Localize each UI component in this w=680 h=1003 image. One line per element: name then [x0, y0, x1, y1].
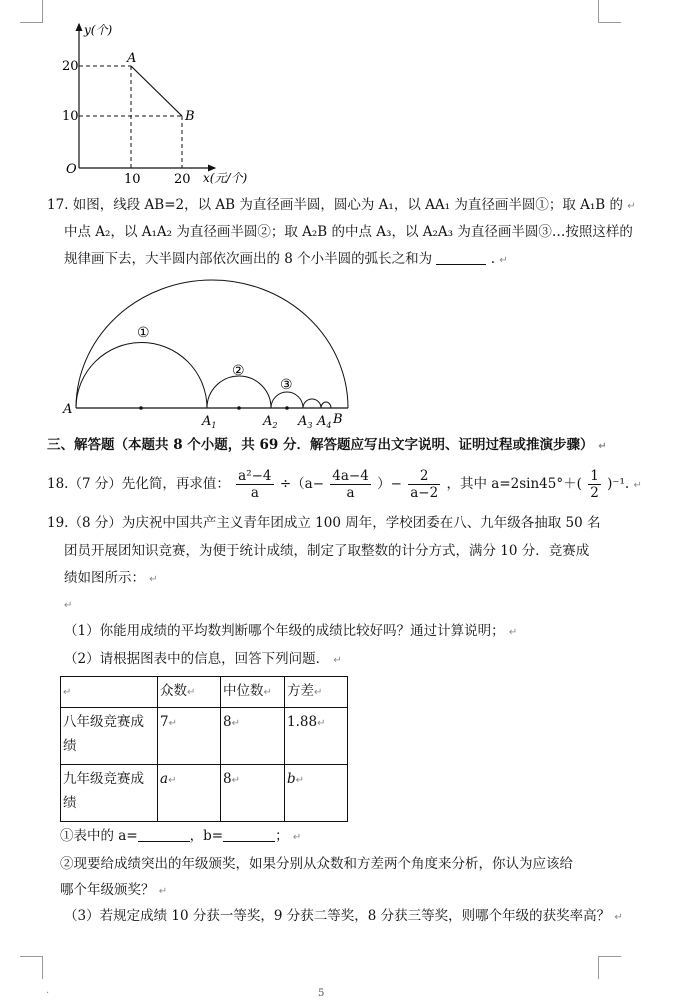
q19-line-3: 绩如图所示： ↵	[64, 570, 158, 586]
semicircle-figure	[60, 276, 360, 436]
q19-sub-3: （3）若规定成绩 10 分获一等奖，9 分获二等奖，8 分获三等奖，则哪个年级的获奖率高？ ↵	[64, 908, 623, 924]
q19-q2b-line-2: 哪个年级颁奖？ ↵	[60, 882, 168, 898]
table-cell: 8↵	[221, 708, 285, 765]
table-header-cell: 众数↵	[158, 677, 221, 708]
circle-label-2: ②	[232, 363, 245, 379]
q19-line-2: 团员开展团知识竞赛，为便于统计成绩，制定了取整数的计分方式，满分 10 分．竞赛成	[64, 543, 590, 559]
q19-empty-line-mark: ↵	[64, 600, 73, 611]
label-b: B	[333, 412, 343, 427]
y-axis-label: y(个)	[84, 23, 113, 37]
table-header-cell: 中位数↵	[221, 677, 285, 708]
semicircle-3	[271, 392, 303, 408]
q18-fraction-4: $\frac{1}{2}$	[590, 468, 599, 501]
x-tick-20: 20	[174, 172, 191, 187]
crop-mark-bottom-right	[598, 956, 621, 979]
circle-label-3: ③	[280, 377, 293, 393]
origin-label: O	[66, 162, 77, 177]
q18-fraction-3: $\frac{2}{a-2}$	[410, 468, 439, 501]
y-tick-20: 20	[62, 59, 79, 74]
center-dot-1	[139, 406, 143, 410]
label-a: A	[63, 402, 73, 417]
q19-fill-blanks: ①表中的 a= ，b= ； ↵	[60, 828, 302, 844]
crop-mark-top-right	[598, 0, 621, 23]
semicircle-2	[207, 376, 271, 408]
q19-q2b-line-1: ②现要给成绩突出的年级颁奖，如果分别从众数和方差两个角度来分析，你认为应该给	[60, 856, 573, 872]
semicircle-5	[321, 402, 331, 408]
center-dot-2	[237, 406, 241, 410]
q18-fraction-2: $\frac{4a-4}{a}$	[332, 468, 369, 501]
table-cell: 八年级竞赛成绩	[61, 708, 158, 765]
q17-line-3: 规律画下去，大半圆内部依次画出的 8 个小半圆的弧长之和为 . ↵	[64, 251, 508, 267]
table-cell: 8↵	[221, 765, 285, 822]
point-a-label: A	[127, 51, 137, 66]
table-cell: b↵	[285, 765, 348, 822]
semicircle-4	[303, 399, 321, 408]
table-header-row	[61, 677, 348, 708]
crop-mark-bottom-left	[20, 956, 43, 979]
circle-label-1: ①	[137, 325, 150, 341]
page-number: 5	[318, 988, 325, 999]
crop-mark-top-left	[20, 0, 43, 23]
score-table	[60, 676, 348, 822]
label-a2: $A_2$	[263, 414, 278, 430]
table-cell: 7↵	[158, 708, 221, 765]
table-cell: 九年级竞赛成绩	[61, 765, 158, 822]
semicircle-1	[76, 343, 207, 409]
q17-line-2: 中点 A₂，以 A₁A₂ 为直径画半圆②；取 A₂B 的中点 A₃，以 A₂A₃ 为直径画半圆③…按照这样的	[64, 224, 633, 240]
table-header-cell: 方差↵	[285, 677, 348, 708]
segment-ab	[131, 66, 182, 116]
big-semicircle	[76, 280, 348, 408]
y-tick-10: 10	[62, 109, 79, 124]
label-a4: $A_4$	[317, 414, 332, 430]
q18-line: 18.（7 分）先化简，再求值： $\frac{\text{a²−4}}{a}$ ÷（a− $\frac{4a-4}{a}$ ）− $\frac{2}{a-2}$ ，其中 a=2sin45°＋( $\frac{1}{2}$ )⁻¹. ↵	[47, 468, 642, 501]
table-cell: a↵	[158, 765, 221, 822]
table-header-cell: ↵	[61, 677, 158, 708]
q19-sub-2: （2）请根据图表中的信息，回答下列问题． ↵	[64, 651, 342, 667]
label-a3: $A_3$	[298, 414, 313, 430]
q17-line-1: 17. 如图，线段 AB=2，以 AB 为直径画半圆，圆心为 A₁，以 AA₁ 为直径画半圆①；取 A₁B 的 ↵	[47, 197, 636, 213]
q19-line-1: 19.（8 分）为庆祝中国共产主义青年团成立 100 周年，学校团委在八、九年级各抽取 50 名	[47, 515, 601, 531]
x-tick-10: 10	[124, 172, 141, 187]
q18-fraction-1: $\frac{\text{a²−4}}{a}$	[238, 468, 272, 501]
price-quantity-graph	[55, 18, 285, 188]
x-axis-label: x(元/个)	[203, 171, 248, 185]
q19-sub-1: （1）你能用成绩的平均数判断哪个年级的成绩比较好吗？通过计算说明； ↵	[64, 623, 518, 639]
table-cell: 1.88↵	[285, 708, 348, 765]
table-row	[61, 765, 348, 822]
table-row	[61, 708, 348, 765]
point-b-label: B	[185, 109, 195, 124]
center-dot-3	[285, 406, 289, 410]
label-a1: $A_1$	[202, 414, 217, 430]
footer-left-mark: ·	[46, 988, 50, 999]
section-3-heading: 三、解答题（本题共 8 个小题，共 69 分．解答题应写出文字说明、证明过程或推演步骤） ↵	[47, 437, 607, 453]
